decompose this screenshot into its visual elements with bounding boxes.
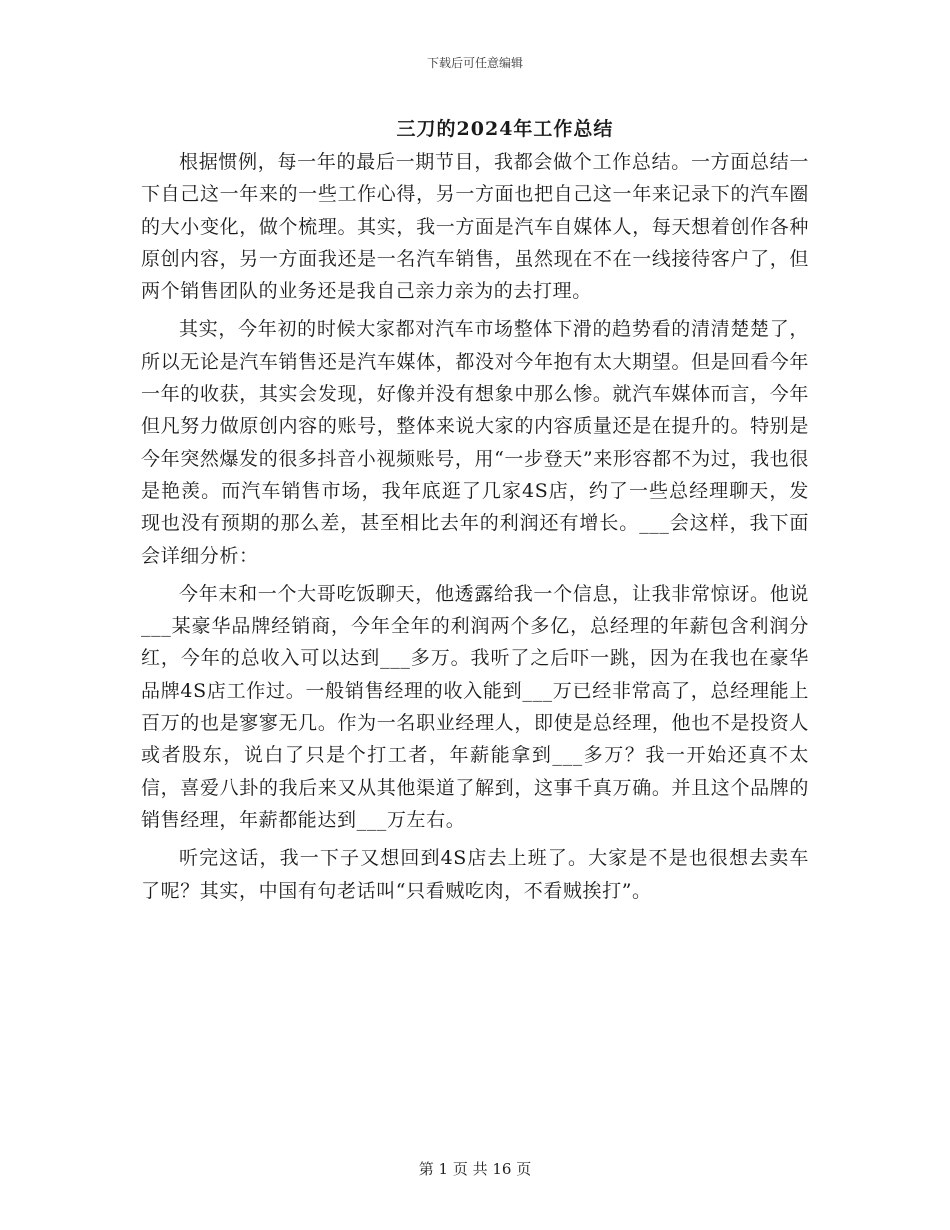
paragraph-3: 今年末和一个大哥吃饭聊天，他透露给我一个信息，让我非常惊讶。他说___某豪华品牌经销商，今年全年的利润两个多亿，总经理的年薪包含利润分红，今年的总收入可以达到___多万。我听了之后吓一跳，因为在我也在豪华品牌4S店工作过。一般销售经理的收入能到___万已经非常高了，总经理能上百万的也是寥寥无几。作为一名职业经理人，即使是总经理，他也不是投资人或者股东，说白了只是个打工者，年薪能拿到___多万？我一开始还真不太信，喜爱八卦的我后来又从其他渠道了解到，这事千真万确。并且这个品牌的销售经理，年薪都能达到___万左右。 bbox=[141, 582, 809, 831]
document-body bbox=[141, 146, 809, 907]
paragraph-1: 根据惯例，每一年的最后一期节目，我都会做个工作总结。一方面总结一下自己这一年来的一些工作心得，另一方面也把自己这一年来记录下的汽车圈的大小变化，做个梳理。其实，我一方面是汽车自媒体人，每天想着创作各种原创内容，另一方面我还是一名汽车销售，虽然现在不在一线接待客户了，但两个销售团队的业务还是我自己亲力亲为的去打理。 bbox=[141, 151, 809, 303]
page-number-footer: 第 1 页 共 16 页 bbox=[418, 1160, 532, 1178]
paragraph-2: 其实，今年初的时候大家都对汽车市场整体下滑的趋势看的清清楚楚了，所以无论是汽车销售还是汽车媒体，都没对今年抱有太大期望。但是回看今年一年的收获，其实会发现，好像并没有想象中那么惨。就汽车媒体而言，今年但凡努力做原创内容的账号，整体来说大家的内容质量还是在提升的。特别是今年突然爆发的很多抖音小视频账号，用“一步登天”来形容都不为过，我也很是艳羡。而汽车销售市场，我年底逛了几家4S店，约了一些总经理聊天，发现也没有预期的那么差，甚至相比去年的利润还有增长。___会这样，我下面会详细分析： bbox=[141, 318, 809, 567]
page-header-note: 下载后可任意编辑 bbox=[426, 56, 523, 70]
document-title: 三刀的2024年工作总结 bbox=[396, 118, 614, 140]
paragraph-4: 听完这话，我一下子又想回到4S店去上班了。大家是不是也很想去卖车了呢？其实，中国有句老话叫“只看贼吃肉，不看贼挨打”。 bbox=[141, 847, 809, 902]
